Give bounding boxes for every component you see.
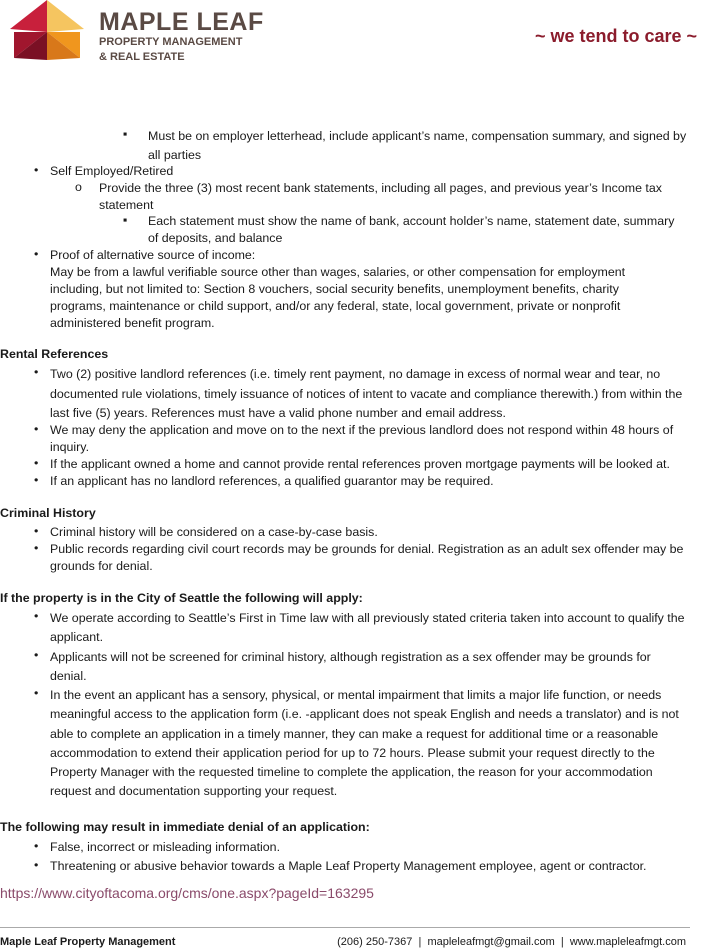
section-heading: Rental References — [0, 347, 109, 361]
bullet-icon: • — [34, 839, 39, 853]
paragraph: May be from a lawful verifiable source other than wages, salaries, or other compensation for employment including, but not limited to: Section 8 vouchers, social security benefits, unemployment benefits, charity programs, maintenance or child support, and/or any federal, state, local government, private or nonprofit administered benefit program. — [50, 265, 626, 330]
bullet-icon: • — [34, 686, 39, 700]
footer-divider — [0, 927, 690, 928]
list-item: If an applicant has no landlord references, a qualified guarantor may be required. — [50, 474, 494, 488]
bullet-icon: • — [34, 163, 39, 177]
section-heading: The following may result in immediate denial of an application: — [0, 820, 370, 834]
bullet-icon: ▪ — [123, 127, 128, 141]
bullet-icon: • — [34, 541, 39, 555]
footer-company: Maple Leaf Property Management — [0, 936, 176, 948]
bullet-icon: • — [34, 858, 39, 872]
logo-title: MAPLE LEAF — [99, 8, 264, 36]
bullet-icon: • — [34, 609, 39, 623]
section-heading: Criminal History — [0, 506, 96, 520]
list-item: We may deny the application and move on to the next if the previous landlord does not respond within 48 hours of inquiry. — [50, 423, 674, 454]
reference-link[interactable]: https://www.cityoftacoma.org/cms/one.aspx?pageId=163295 — [0, 885, 374, 901]
maple-leaf-logo-icon — [10, 0, 86, 62]
logo-subtitle-2: & REAL ESTATE — [99, 51, 185, 63]
list-item: Self Employed/Retired — [50, 164, 174, 178]
list-item: False, incorrect or misleading information. — [50, 840, 281, 854]
bullet-icon: • — [34, 524, 39, 538]
bullet-icon: • — [34, 247, 39, 261]
list-item: Must be on employer letterhead, include applicant’s name, compensation summary, and signed by all parties — [148, 129, 687, 162]
list-item: Each statement must show the name of bank, account holder’s name, statement date, summary of deposits, and balance — [148, 214, 675, 245]
tagline: ~ we tend to care ~ — [535, 26, 698, 46]
logo-subtitle: PROPERTY MANAGEMENT — [99, 36, 243, 48]
bullet-icon: • — [34, 473, 39, 487]
section-heading: If the property is in the City of Seattle the following will apply: — [0, 591, 363, 605]
list-item: If the applicant owned a home and cannot provide rental references proven mortgage payments will be looked at. — [50, 457, 670, 471]
bullet-icon: • — [34, 365, 39, 379]
list-item: Threatening or abusive behavior towards a Maple Leaf Property Management employee, agent or contractor. — [50, 859, 647, 873]
list-item: Applicants will not be screened for criminal history, although registration as a sex offender may be grounds for denial. — [50, 650, 651, 683]
list-item: Proof of alternative source of income: — [50, 248, 256, 262]
bullet-icon: • — [34, 648, 39, 662]
bullet-icon: • — [34, 422, 39, 436]
bullet-icon: • — [34, 456, 39, 470]
list-item: Public records regarding civil court records may be grounds for denial. Registration as an adult sex offender may be grounds for denial. — [50, 542, 684, 573]
list-item: Two (2) positive landlord references (i.e. timely rent payment, no damage in excess of normal wear and tear, no documented rule violations, timely issuance of notices of intent to vacate and compliance therewith.) from within the last five (5) years. References must have a valid phone number and email address. — [50, 367, 683, 420]
list-item: We operate according to Seattle’s First in Time law with all previously stated criteria taken into account to qualify the applicant. — [50, 611, 685, 644]
footer-contact: (206) 250-7367 | mapleleafmgt@gmail.com | www.mapleleafmgt.com — [337, 936, 686, 948]
bullet-icon: ▪ — [123, 213, 128, 227]
list-item: Criminal history will be considered on a case-by-case basis. — [50, 525, 378, 539]
bullet-icon: o — [75, 180, 82, 194]
list-item: Provide the three (3) most recent bank statements, including all pages, and previous year’s Income tax statement — [99, 181, 662, 212]
list-item: In the event an applicant has a sensory, physical, or mental impairment that limits a major life function, or needs meaningful access to the application form (i.e. -applicant does not speak English and needs a translator) and is not able to complete an application in a timely manner, they can make a request for additional time or a reasonable accommodation to extend their application period for up to 72 hours. Please submit your request directly to the Property Manager with the requested timeline to complete the application, the reason for your accommodation request and documentation supporting your request. — [50, 688, 679, 799]
